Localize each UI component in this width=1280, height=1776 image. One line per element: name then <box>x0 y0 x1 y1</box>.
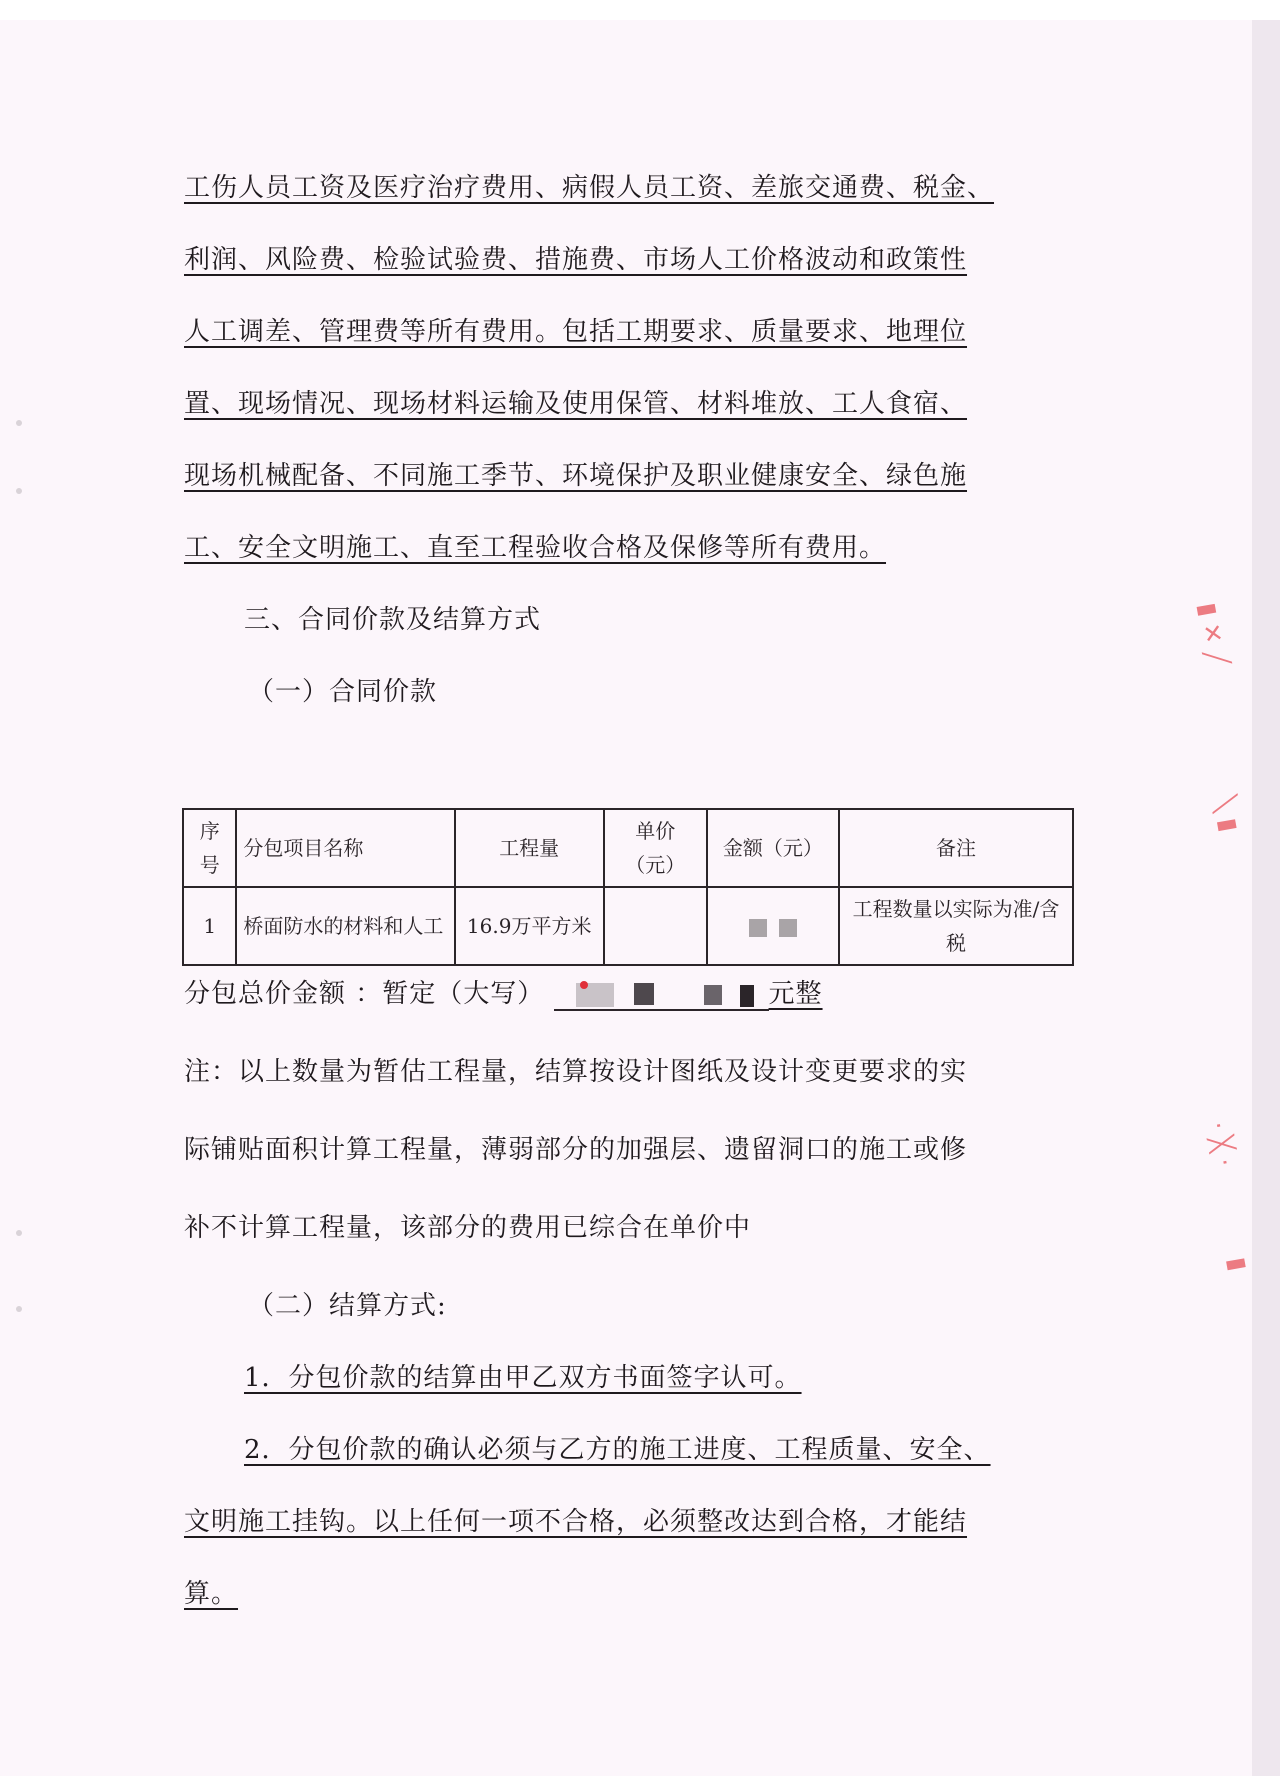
seal-fragment: ╲ ▮ <box>1209 794 1244 834</box>
item-unit-price <box>604 887 707 965</box>
redaction-block <box>779 919 797 937</box>
scan-edge <box>1252 20 1280 1776</box>
note-line: 际铺贴面积计算工程量，薄弱部分的加强层、遗留洞口的施工或修 <box>184 1135 968 1165</box>
seal-fragment: ▮ <box>1222 1255 1253 1273</box>
redaction-block <box>749 919 767 937</box>
binding-hole <box>16 1230 22 1236</box>
subsection-heading: （一）合同价款 <box>248 677 438 707</box>
paragraph-line: 现场机械配备、不同施工季节、环境保护及职业健康安全、绿色施 <box>184 461 968 491</box>
binding-hole <box>16 1306 22 1312</box>
subsection-heading: （二）结算方式: <box>248 1291 447 1321</box>
binding-hole <box>16 420 22 426</box>
total-amount-line <box>184 976 823 1012</box>
paragraph-line: 利润、风险费、检验试验费、措施费、市场人工价格波动和政策性 <box>184 245 968 275</box>
item-amount-redacted <box>707 887 839 965</box>
seal-fragment: · ╳ · <box>1203 1119 1240 1169</box>
section-heading: 三、合同价款及结算方式 <box>244 605 542 635</box>
column-header: 单价（元） <box>604 809 707 887</box>
table-row <box>183 887 1073 965</box>
settlement-item: 2．分包价款的确认必须与乙方的施工进度、工程质量、安全、 <box>244 1435 991 1465</box>
total-suffix: 元整 <box>768 979 823 1009</box>
row-number: 1 <box>183 887 236 965</box>
note-line: 补不计算工程量，该部分的费用已综合在单价中 <box>184 1213 752 1243</box>
column-header: 金额（元） <box>707 809 839 887</box>
column-header: 分包项目名称 <box>236 809 454 887</box>
table-header-row <box>183 809 1073 887</box>
item-quantity: 16.9万平方米 <box>455 887 604 965</box>
contract-price-table <box>182 808 1074 966</box>
document-page <box>0 20 1280 1776</box>
binding-hole <box>16 488 22 494</box>
total-amount-redacted <box>554 979 769 1011</box>
column-header: 备注 <box>839 809 1073 887</box>
total-label: 分包总价金额 ：暂定（大写） <box>184 979 545 1009</box>
item-name: 桥面防水的材料和人工 <box>236 887 454 965</box>
seal-fragment: ▮ ✕ ╱ <box>1193 600 1232 668</box>
paragraph-line: 人工调差、管理费等所有费用。包括工期要求、质量要求、地理位 <box>184 317 968 347</box>
column-header: 序号 <box>183 809 236 887</box>
item-remark: 工程数量以实际为准/含税 <box>839 887 1073 965</box>
paragraph-line: 置、现场情况、现场材料运输及使用保管、材料堆放、工人食宿、 <box>184 389 968 419</box>
paragraph-line: 工、安全文明施工、直至工程验收合格及保修等所有费用。 <box>184 533 887 563</box>
note-line: 注：以上数量为暂估工程量，结算按设计图纸及设计变更要求的实 <box>184 1057 968 1087</box>
settlement-item: 算。 <box>184 1579 239 1609</box>
paragraph-line: 工伤人员工资及医疗治疗费用、病假人员工资、差旅交通费、税金、 <box>184 173 995 203</box>
settlement-item: 1．分包价款的结算由甲乙双方书面签字认可。 <box>244 1363 802 1393</box>
column-header: 工程量 <box>455 809 604 887</box>
settlement-item: 文明施工挂钩。以上任何一项不合格，必须整改达到合格，才能结 <box>184 1507 968 1537</box>
